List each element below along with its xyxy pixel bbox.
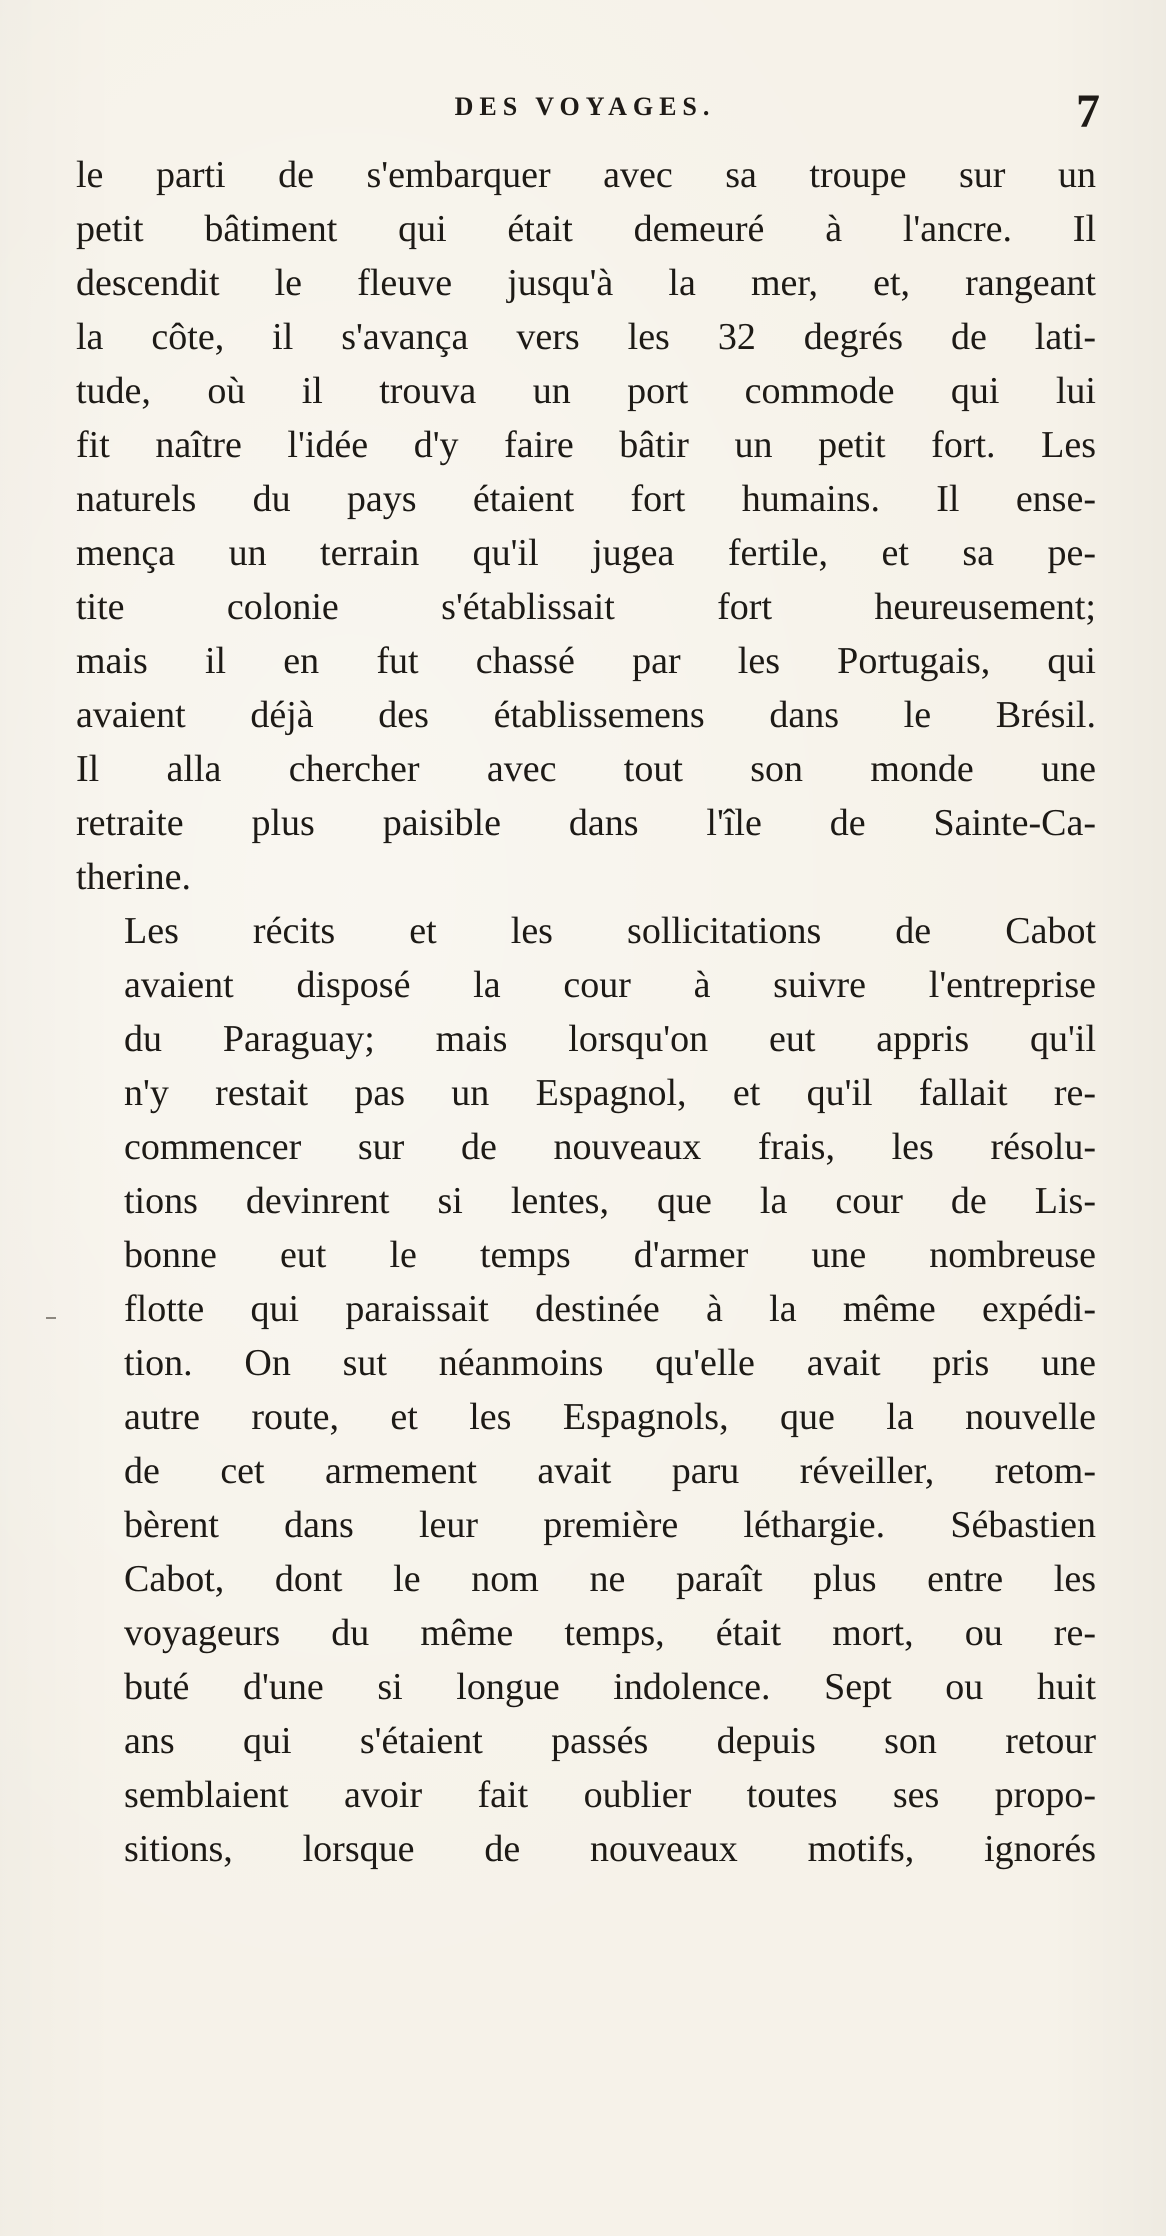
text-line: Il alla chercher avec tout son monde une	[76, 748, 1096, 790]
text-line: la côte, il s'avança vers les 32 degrés de lati-	[76, 316, 1096, 358]
text-line: tude, où il trouva un port commode qui lui	[76, 370, 1096, 412]
text-line: petit bâtiment qui était demeuré à l'ancre. Il	[76, 208, 1096, 250]
text-line: le parti de s'embarquer avec sa troupe sur un	[76, 154, 1096, 196]
margin-mark	[46, 1317, 56, 1319]
text-line: avaient déjà des établissemens dans le Brésil.	[76, 694, 1096, 736]
text-line: bèrent dans leur première léthargie. Sébastien	[124, 1504, 1096, 1546]
page-number: 7	[1076, 85, 1100, 138]
text-line: commencer sur de nouveaux frais, les résolu-	[124, 1126, 1096, 1168]
text-line: semblaient avoir fait oublier toutes ses propo-	[124, 1774, 1096, 1816]
body-text	[76, 148, 1096, 1876]
text-line: ans qui s'étaient passés depuis son retour	[124, 1720, 1096, 1762]
text-line: mais il en fut chassé par les Portugais, qui	[76, 640, 1096, 682]
text-line: Les récits et les sollicitations de Cabot	[124, 910, 1096, 952]
paragraph-2	[76, 904, 1096, 1876]
text-line: avaient disposé la cour à suivre l'entreprise	[124, 964, 1096, 1006]
text-line: tite colonie s'établissait fort heureusement;	[76, 586, 1096, 628]
text-line: bonne eut le temps d'armer une nombreuse	[124, 1234, 1096, 1276]
text-line: sitions, lorsque de nouveaux motifs, ignorés	[124, 1828, 1096, 1870]
text-line: n'y restait pas un Espagnol, et qu'il fallait re-	[124, 1072, 1096, 1114]
page-header	[70, 86, 1100, 146]
text-line: tion. On sut néanmoins qu'elle avait pris une	[124, 1342, 1096, 1384]
text-line: tions devinrent si lentes, que la cour de Lis-	[124, 1180, 1096, 1222]
text-line: mença un terrain qu'il jugea fertile, et sa pe-	[76, 532, 1096, 574]
text-line: buté d'une si longue indolence. Sept ou huit	[124, 1666, 1096, 1708]
text-line: descendit le fleuve jusqu'à la mer, et, rangeant	[76, 262, 1096, 304]
text-line: naturels du pays étaient fort humains. Il ense-	[76, 478, 1096, 520]
text-line: de cet armement avait paru réveiller, retom-	[124, 1450, 1096, 1492]
text-line: therine.	[76, 856, 192, 898]
text-line: fit naître l'idée d'y faire bâtir un petit fort. Les	[76, 424, 1096, 466]
paragraph-1	[76, 148, 1096, 904]
text-line: retraite plus paisible dans l'île de Sainte-Ca-	[76, 802, 1096, 844]
text-line: flotte qui paraissait destinée à la même expédi-	[124, 1288, 1096, 1330]
text-line: Cabot, dont le nom ne paraît plus entre les	[124, 1558, 1096, 1600]
text-line: du Paraguay; mais lorsqu'on eut appris qu'il	[124, 1018, 1096, 1060]
text-line: voyageurs du même temps, était mort, ou re-	[124, 1612, 1096, 1654]
running-head: DES VOYAGES.	[454, 92, 716, 121]
text-line: autre route, et les Espagnols, que la nouvelle	[124, 1396, 1096, 1438]
